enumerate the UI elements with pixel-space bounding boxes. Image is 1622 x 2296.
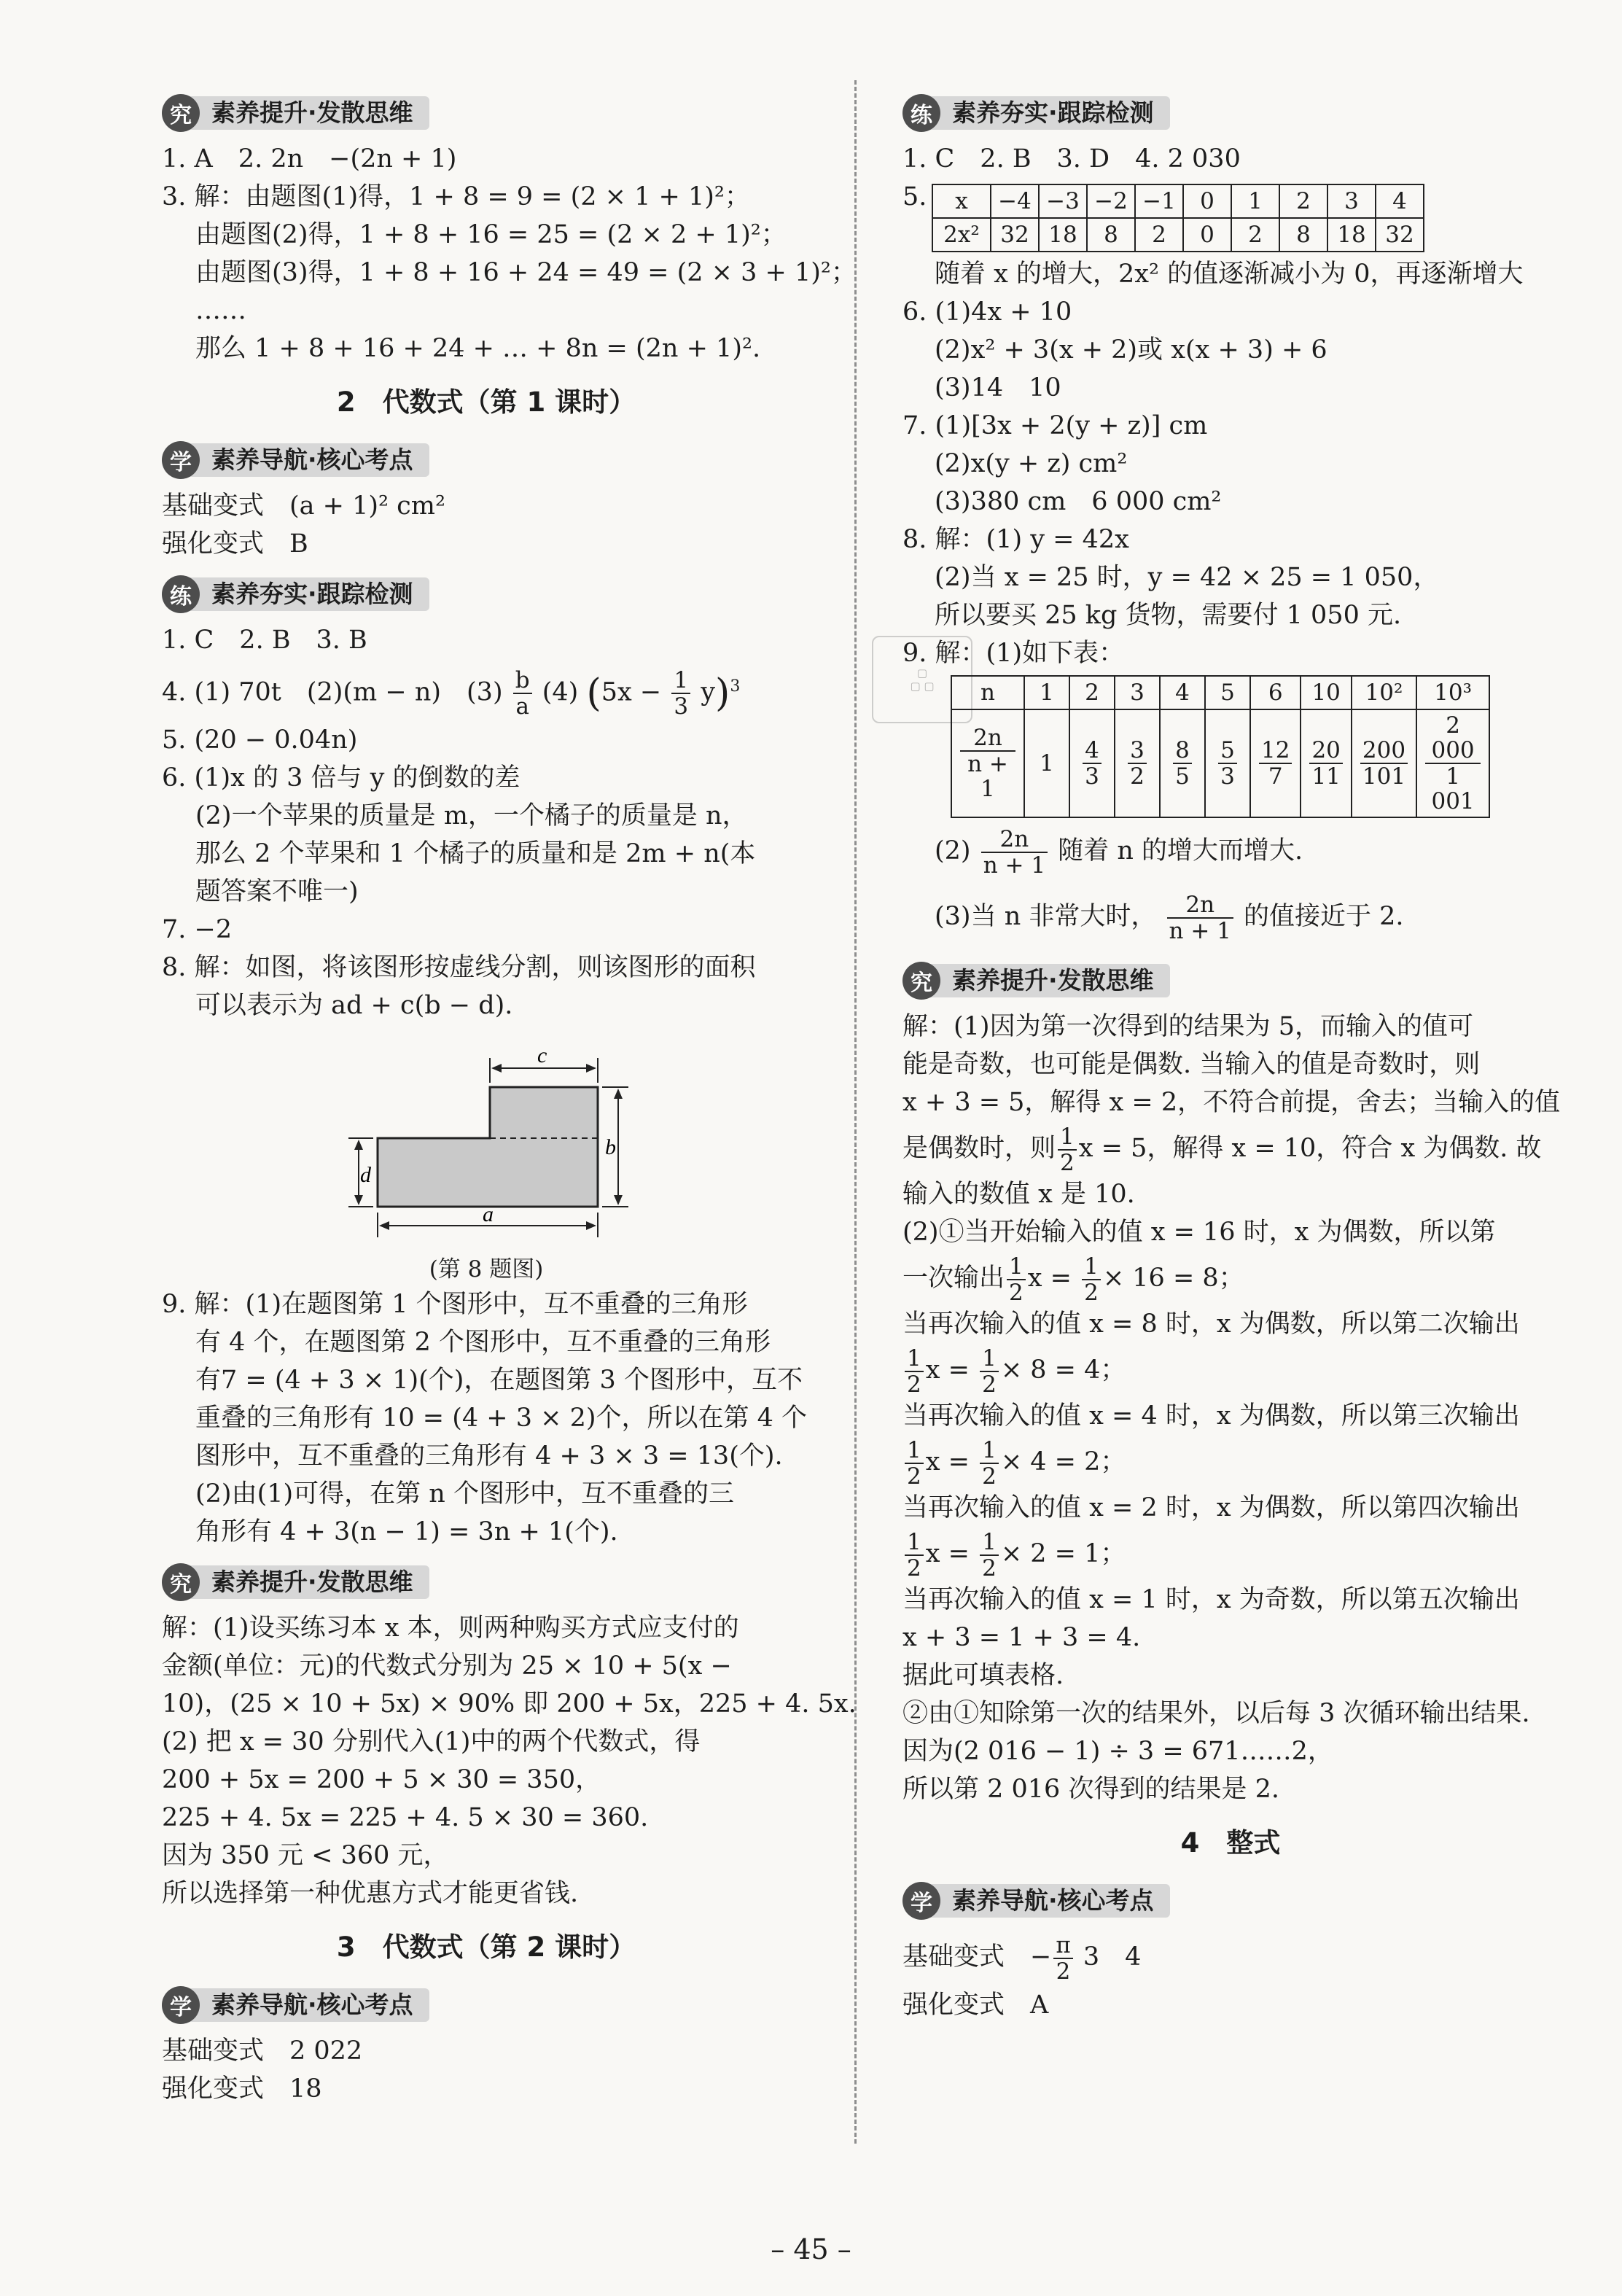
fraction-denominator: 11 — [1311, 763, 1341, 790]
answer-line: 图形中，互不重叠的三角形有 4 + 3 × 3 = 13(个). — [195, 1441, 783, 1471]
section-badge: 练 — [902, 94, 940, 132]
fraction — [1173, 738, 1192, 789]
section-badge: 究 — [162, 1563, 200, 1601]
fraction-numerator: 1 — [980, 1530, 999, 1556]
exponent: 3 — [730, 677, 741, 696]
fraction — [1360, 738, 1408, 789]
paren-close: ) — [715, 672, 730, 716]
arrow-head — [614, 1195, 623, 1205]
answer-line: 225 + 4. 5x = 225 + 4. 5 × 30 = 360. — [162, 1803, 649, 1833]
table-cell: 32 — [1376, 218, 1424, 252]
answer-line — [902, 1343, 1559, 1397]
answer-line: 强化变式 B — [162, 529, 308, 559]
answer-line: 所以第 2 016 次得到的结果是 2. — [902, 1775, 1279, 1804]
text-run: x = — [925, 1447, 970, 1476]
table-cell: 1 — [1024, 709, 1069, 817]
answer-line: (2) 把 x = 30 分别代入(1)中的两个代数式，得 — [162, 1727, 701, 1757]
answer-line — [902, 1435, 1559, 1489]
fraction-denominator: 2 — [907, 1554, 921, 1581]
area-diagram — [162, 1030, 811, 1249]
section-header — [162, 436, 811, 484]
text-run: y — [701, 677, 716, 707]
table-row — [951, 709, 1489, 817]
table-cell: 3 — [1327, 184, 1376, 218]
section-header — [162, 89, 811, 137]
answer-line: 输入的数值 x 是 10. — [902, 1180, 1135, 1209]
chapter-title: 2 代数式（第 1 课时） — [336, 386, 636, 418]
section-title: 素养导航·核心考点 — [930, 1884, 1170, 1918]
fraction-numerator: 20 — [1309, 738, 1342, 764]
answer-line: (2)x² + 3(x + 2)或 x(x + 3) + 6 — [935, 335, 1327, 365]
fraction-denominator: 2 — [1130, 763, 1145, 790]
fraction-denominator: 5 — [1175, 763, 1190, 790]
table-cell: −1 — [1135, 184, 1183, 218]
answer-line: 重叠的三角形有 10 = (4 + 3 × 2)个，所以在第 4 个 — [195, 1404, 808, 1433]
section-title: 素养导航·核心考点 — [190, 443, 429, 477]
right-column — [902, 82, 1559, 2024]
table-q9 — [951, 675, 1490, 818]
table-cell: 3 — [1115, 676, 1160, 709]
fraction-denominator: 101 — [1362, 763, 1406, 790]
fraction-numerator: 1 — [905, 1346, 924, 1372]
fraction-numerator: 1 — [1007, 1254, 1026, 1280]
fraction-denominator: 7 — [1268, 763, 1283, 790]
answer-line: 当再次输入的值 x = 4 时，x 为偶数，所以第三次输出 — [902, 1401, 1520, 1431]
fraction-denominator: 2 — [1056, 1958, 1071, 1985]
answer-line: 强化变式 18 — [162, 2074, 322, 2104]
section-title: 素养提升·发散思维 — [190, 96, 429, 130]
fraction — [1425, 713, 1481, 814]
fraction-denominator: 3 — [1085, 763, 1099, 790]
answer-line: 6. (1)4x + 10 — [902, 297, 1072, 327]
answer-line: 8. 解：如图，将该图形按虚线分割，则该图形的面积 — [162, 953, 756, 983]
table-cell: 10 — [1301, 676, 1351, 709]
section-badge: 学 — [902, 1882, 940, 1920]
answer-line: 可以表示为 ad + c(b − d). — [195, 991, 513, 1021]
fraction — [1218, 738, 1237, 789]
text-run: x = — [1027, 1264, 1072, 1293]
table-cell — [1205, 709, 1250, 817]
answer-line: 角形有 4 + 3(n − 1) = 3n + 1(个). — [195, 1517, 618, 1547]
arrow-head — [586, 1064, 596, 1073]
answer-line: 7. −2 — [162, 915, 233, 945]
chapter-title: 4 整式 — [1180, 1827, 1281, 1859]
answer-line: 解：(1)设买练习本 x 本，则两种购买方式应支付的 — [162, 1614, 739, 1643]
table-cell: 8 — [1087, 218, 1135, 252]
table-row — [951, 676, 1489, 709]
arrow-head — [614, 1089, 623, 1099]
answer-line — [902, 818, 1559, 884]
answer-line: (2)由(1)可得，在第 n 个图形中，互不重叠的三 — [195, 1479, 734, 1509]
fraction-denominator: 3 — [1220, 763, 1235, 790]
answer-line: x + 3 = 1 + 3 = 4. — [902, 1623, 1141, 1652]
text-run: 基础变式 − — [902, 1942, 1052, 1972]
fraction-denominator: n + 1 — [967, 751, 1008, 802]
table-cell — [1160, 709, 1205, 817]
answer-line: 那么 2 个苹果和 1 个橘子的质量和是 2m + n(本 — [195, 839, 756, 869]
answer-line: 有7 = (4 + 3 × 1)(个)，在题图第 3 个图形中，互不 — [195, 1366, 803, 1396]
section-title: 素养导航·核心考点 — [190, 1988, 429, 2022]
section-title: 素养夯实·跟踪检测 — [930, 96, 1170, 130]
text-run: x = — [925, 1539, 970, 1568]
answer-line: 能是奇数，也可能是偶数. 当输入的值是奇数时，则 — [902, 1050, 1481, 1079]
answer-line: 7. (1)[3x + 2(y + z)] cm — [902, 411, 1208, 440]
answer-line: 6. (1)x 的 3 倍与 y 的倒数的差 — [162, 763, 520, 793]
text-run: 随着 n 的增大而增大. — [1058, 836, 1303, 865]
fraction — [1058, 1124, 1077, 1175]
answer-line: (3)14 10 — [935, 373, 1061, 402]
table-cell: 1 — [1024, 676, 1069, 709]
fraction — [905, 1346, 924, 1397]
fraction-denominator: n + 1 — [983, 852, 1046, 879]
text-run: (4) — [542, 677, 579, 707]
section-badge: 练 — [162, 575, 200, 613]
table-cell: 2x² — [932, 218, 991, 252]
section-header — [902, 89, 1559, 137]
answer-line: 8. 解：(1) y = 42x — [902, 525, 1129, 554]
fraction-denominator: n + 1 — [1169, 917, 1231, 944]
answer-line: 据此可填表格. — [902, 1661, 1064, 1690]
fraction-numerator: 2n — [1167, 892, 1233, 919]
fraction — [905, 1438, 924, 1489]
l-shape — [378, 1087, 598, 1207]
section-title: 素养提升·发散思维 — [190, 1565, 429, 1599]
arrow-head — [491, 1064, 502, 1073]
answer-line: 随着 x 的增大，2x² 的值逐渐减小为 0，再逐渐增大 — [935, 260, 1524, 289]
answer-line: 题答案不唯一) — [195, 877, 359, 907]
fraction-numerator: 2n — [960, 725, 1015, 752]
fraction — [980, 1346, 999, 1397]
label-d: d — [360, 1163, 371, 1188]
text-run: 是偶数时，则 — [902, 1134, 1056, 1163]
answer-line: 9. 解：(1)在题图第 1 个图形中，互不重叠的三角形 — [162, 1290, 748, 1320]
fraction — [905, 1530, 924, 1581]
table-cell: 5 — [1205, 676, 1250, 709]
section-title: 素养夯实·跟踪检测 — [190, 577, 429, 611]
table-cell — [1069, 709, 1115, 817]
fraction-denominator: 2 — [982, 1371, 997, 1398]
fraction — [1259, 738, 1292, 789]
section-badge: 学 — [162, 1986, 200, 2024]
fraction-denominator: 2 — [982, 1554, 997, 1581]
table-cell: 8 — [1279, 218, 1327, 252]
answer-line: 有 4 个，在题图第 2 个图形中，互不重叠的三角形 — [195, 1328, 771, 1358]
section-title: 素养提升·发散思维 — [930, 964, 1170, 997]
fraction — [1053, 1933, 1072, 1984]
fraction — [980, 1438, 999, 1489]
fraction-denominator: 2 — [907, 1463, 921, 1490]
watermark-stamp: ▢ ▢ ▢ — [872, 636, 972, 723]
table-cell — [1416, 709, 1489, 817]
table-row — [932, 218, 1424, 252]
section-header — [162, 1981, 811, 2029]
fraction-numerator: π — [1053, 1933, 1072, 1959]
answer-line: 基础变式 (a + 1)² cm² — [162, 491, 445, 521]
answer-line: 5. (20 − 0.04n) — [162, 725, 358, 755]
fraction — [1083, 738, 1102, 789]
answer-line: 金额(单位：元)的代数式分别为 25 × 10 + 5(x − — [162, 1651, 732, 1681]
table-cell: 2 — [1279, 184, 1327, 218]
answer-line: x + 3 = 5，解得 x = 2，不符合前提，舍去；当输入的值 — [902, 1088, 1561, 1117]
answer-line: 基础变式 2 022 — [162, 2036, 363, 2066]
fraction-numerator: 12 — [1259, 738, 1292, 764]
section-header — [902, 1877, 1559, 1925]
fraction-numerator: 1 — [980, 1346, 999, 1372]
section-header — [162, 570, 811, 618]
arrow-head — [354, 1140, 363, 1150]
fraction-numerator: 8 — [1173, 738, 1192, 764]
table-cell — [1115, 709, 1160, 817]
fraction-denominator: 2 — [1009, 1279, 1024, 1306]
question-number: 5. — [902, 182, 927, 211]
text-run: 的值接近于 2. — [1244, 902, 1404, 931]
fraction — [671, 668, 690, 719]
table-cell: 1 — [1231, 184, 1279, 218]
fraction — [1082, 1254, 1101, 1305]
label-a: a — [483, 1202, 494, 1227]
fraction-numerator: 1 — [980, 1438, 999, 1464]
answer-line: …… — [195, 296, 246, 325]
fraction-numerator: 1 — [1058, 1124, 1077, 1151]
answer-line: 9. 解：(1)如下表： — [902, 639, 1125, 668]
text-run: × 16 = 8； — [1102, 1264, 1244, 1293]
answer-line: 由题图(3)得，1 + 8 + 16 + 24 = 49 = (2 × 3 + 1)²； — [195, 258, 857, 287]
fraction — [1128, 738, 1147, 789]
answer-line: (3)380 cm 6 000 cm² — [935, 487, 1222, 516]
arrow-head — [354, 1195, 363, 1205]
fraction — [1309, 738, 1342, 789]
answer-line: 1. C 2. B 3. D 4. 2 030 — [902, 144, 1241, 174]
table-cell: 2 — [1231, 218, 1279, 252]
fraction-denominator: a — [515, 693, 529, 720]
fraction-denominator: 2 — [1084, 1279, 1099, 1306]
page-number: – 45 – — [771, 2233, 851, 2265]
answer-line: 200 + 5x = 200 + 5 × 30 = 350， — [162, 1765, 601, 1795]
section-badge: 究 — [162, 94, 200, 132]
table-q5 — [932, 184, 1424, 252]
fraction-denominator: 2 — [1060, 1149, 1075, 1176]
arrow-head — [379, 1221, 389, 1230]
section-badge: 学 — [162, 441, 200, 479]
answer-line: 所以选择第一种优惠方式才能更省钱. — [162, 1879, 579, 1909]
answer-line: 所以要买 25 kg 货物，需要付 1 050 元. — [935, 601, 1402, 630]
table-row — [932, 184, 1424, 218]
table-cell: 10² — [1352, 676, 1416, 709]
answer-line: (2)①当开始输入的值 x = 16 时，x 为偶数，所以第 — [902, 1218, 1496, 1247]
table-cell — [1301, 709, 1351, 817]
answer-line: (2)当 x = 25 时，y = 42 × 25 = 1 050， — [935, 563, 1439, 592]
table-cell: 18 — [1327, 218, 1376, 252]
figure-caption: (第 8 题图) — [429, 1256, 544, 1283]
table-cell — [1352, 709, 1416, 817]
table-cell — [1250, 709, 1301, 817]
label-c: c — [537, 1043, 547, 1068]
fraction-denominator: 1 001 — [1431, 763, 1475, 814]
fraction — [1007, 1254, 1026, 1305]
paren-open: ( — [586, 672, 601, 716]
left-column — [162, 82, 857, 2108]
fraction-numerator: 2 000 — [1425, 713, 1481, 764]
fraction-numerator: 2n — [981, 827, 1048, 853]
fraction-numerator: 1 — [905, 1438, 924, 1464]
fraction-numerator: b — [513, 668, 532, 694]
fraction — [980, 1530, 999, 1581]
table-cell: 0 — [1183, 218, 1231, 252]
answer-line — [902, 884, 1559, 949]
table-cell: 2 — [1069, 676, 1115, 709]
table-cell: 32 — [991, 218, 1039, 252]
fraction — [960, 725, 1015, 801]
text-run: 5x − — [601, 677, 662, 707]
table-cell: n — [951, 676, 1024, 709]
fraction-numerator: 5 — [1218, 738, 1237, 764]
chapter-title: 3 代数式（第 2 课时） — [336, 1931, 636, 1964]
answer-line: 1. A 2. 2n −(2n + 1) — [162, 144, 457, 174]
answer-line: 当再次输入的值 x = 8 时，x 为偶数，所以第二次输出 — [902, 1310, 1520, 1339]
section-header — [902, 957, 1559, 1005]
answer-line: 10)，(25 × 10 + 5x) × 90% 即 200 + 5x，225 + 4. 5x. — [162, 1689, 857, 1719]
answer-line: 解：(1)因为第一次得到的结果为 5，而输入的值可 — [902, 1012, 1473, 1041]
text-run: × 2 = 1； — [1000, 1539, 1126, 1568]
fraction-denominator: 2 — [907, 1371, 921, 1398]
table-cell — [951, 709, 1024, 817]
answer-line: ②由①知除第一次的结果外，以后每 3 次循环输出结果. — [902, 1699, 1530, 1728]
answer-line: 当再次输入的值 x = 1 时，x 为奇数，所以第五次输出 — [902, 1585, 1520, 1614]
table-cell: 2 — [1135, 218, 1183, 252]
answer-line: (2)x(y + z) cm² — [935, 449, 1128, 478]
q5-row — [902, 178, 1559, 252]
table-cell: x — [932, 184, 991, 218]
fraction — [1167, 892, 1233, 943]
table-cell: 10³ — [1416, 676, 1489, 709]
table-cell: 6 — [1250, 676, 1301, 709]
section-header — [162, 1558, 811, 1606]
answer-line — [162, 659, 811, 721]
fraction-numerator: 3 — [1128, 738, 1147, 764]
section-badge: 究 — [902, 962, 940, 1000]
table-cell: −3 — [1039, 184, 1087, 218]
answer-line: 1. C 2. B 3. B — [162, 626, 367, 655]
figure-8 — [162, 1030, 811, 1249]
text-run: 3 4 — [1083, 1942, 1142, 1972]
label-b: b — [605, 1135, 616, 1160]
column-divider — [854, 80, 857, 2144]
text-run: 4. (1) 70t (2)(m − n) (3) — [162, 677, 503, 707]
fraction-denominator: 2 — [982, 1463, 997, 1490]
table-cell: −4 — [991, 184, 1039, 218]
answer-line: 强化变式 A — [902, 1990, 1049, 2020]
arrow-head — [586, 1221, 596, 1230]
fraction-numerator: 1 — [671, 668, 690, 694]
text-run: x = 5，解得 x = 10，符合 x 为偶数. 故 — [1078, 1134, 1542, 1163]
table-cell: 4 — [1376, 184, 1424, 218]
answer-line: 由题图(2)得，1 + 8 + 16 = 25 = (2 × 2 + 1)²； — [195, 220, 787, 249]
fraction — [981, 827, 1048, 878]
fraction-numerator: 200 — [1360, 738, 1408, 764]
table-cell: −2 — [1087, 184, 1135, 218]
fraction — [513, 668, 532, 719]
answer-line: 因为 350 元 < 360 元， — [162, 1841, 449, 1871]
answer-line: 当再次输入的值 x = 2 时，x 为偶数，所以第四次输出 — [902, 1493, 1520, 1522]
fraction-numerator: 1 — [1082, 1254, 1101, 1280]
answer-line: 3. 解：由题图(1)得，1 + 8 = 9 = (2 × 1 + 1)²； — [162, 182, 750, 211]
answer-line — [902, 1251, 1559, 1305]
table-cell: 18 — [1039, 218, 1087, 252]
text-run: × 4 = 2； — [1000, 1447, 1126, 1476]
text-run: × 8 = 4； — [1000, 1355, 1126, 1385]
answer-line: 因为(2 016 − 1) ÷ 3 = 671……2， — [902, 1737, 1333, 1766]
text-run: 一次输出 — [902, 1264, 1005, 1293]
answer-line — [902, 1928, 1559, 1986]
table-cell: 0 — [1183, 184, 1231, 218]
text-run: (2) — [935, 836, 971, 865]
fraction-denominator: 3 — [674, 693, 689, 720]
answer-line: 那么 1 + 8 + 16 + 24 + … + 8n = (2n + 1)². — [195, 334, 761, 363]
answer-line — [902, 1121, 1559, 1175]
table-cell: 4 — [1160, 676, 1205, 709]
fraction-numerator: 1 — [905, 1530, 924, 1556]
fraction-numerator: 4 — [1083, 738, 1102, 764]
answer-line — [902, 1527, 1559, 1581]
text-run: (3)当 n 非常大时， — [935, 902, 1157, 931]
text-run: x = — [925, 1355, 970, 1385]
answer-line: (2)一个苹果的质量是 m，一个橘子的质量是 n， — [195, 801, 748, 831]
